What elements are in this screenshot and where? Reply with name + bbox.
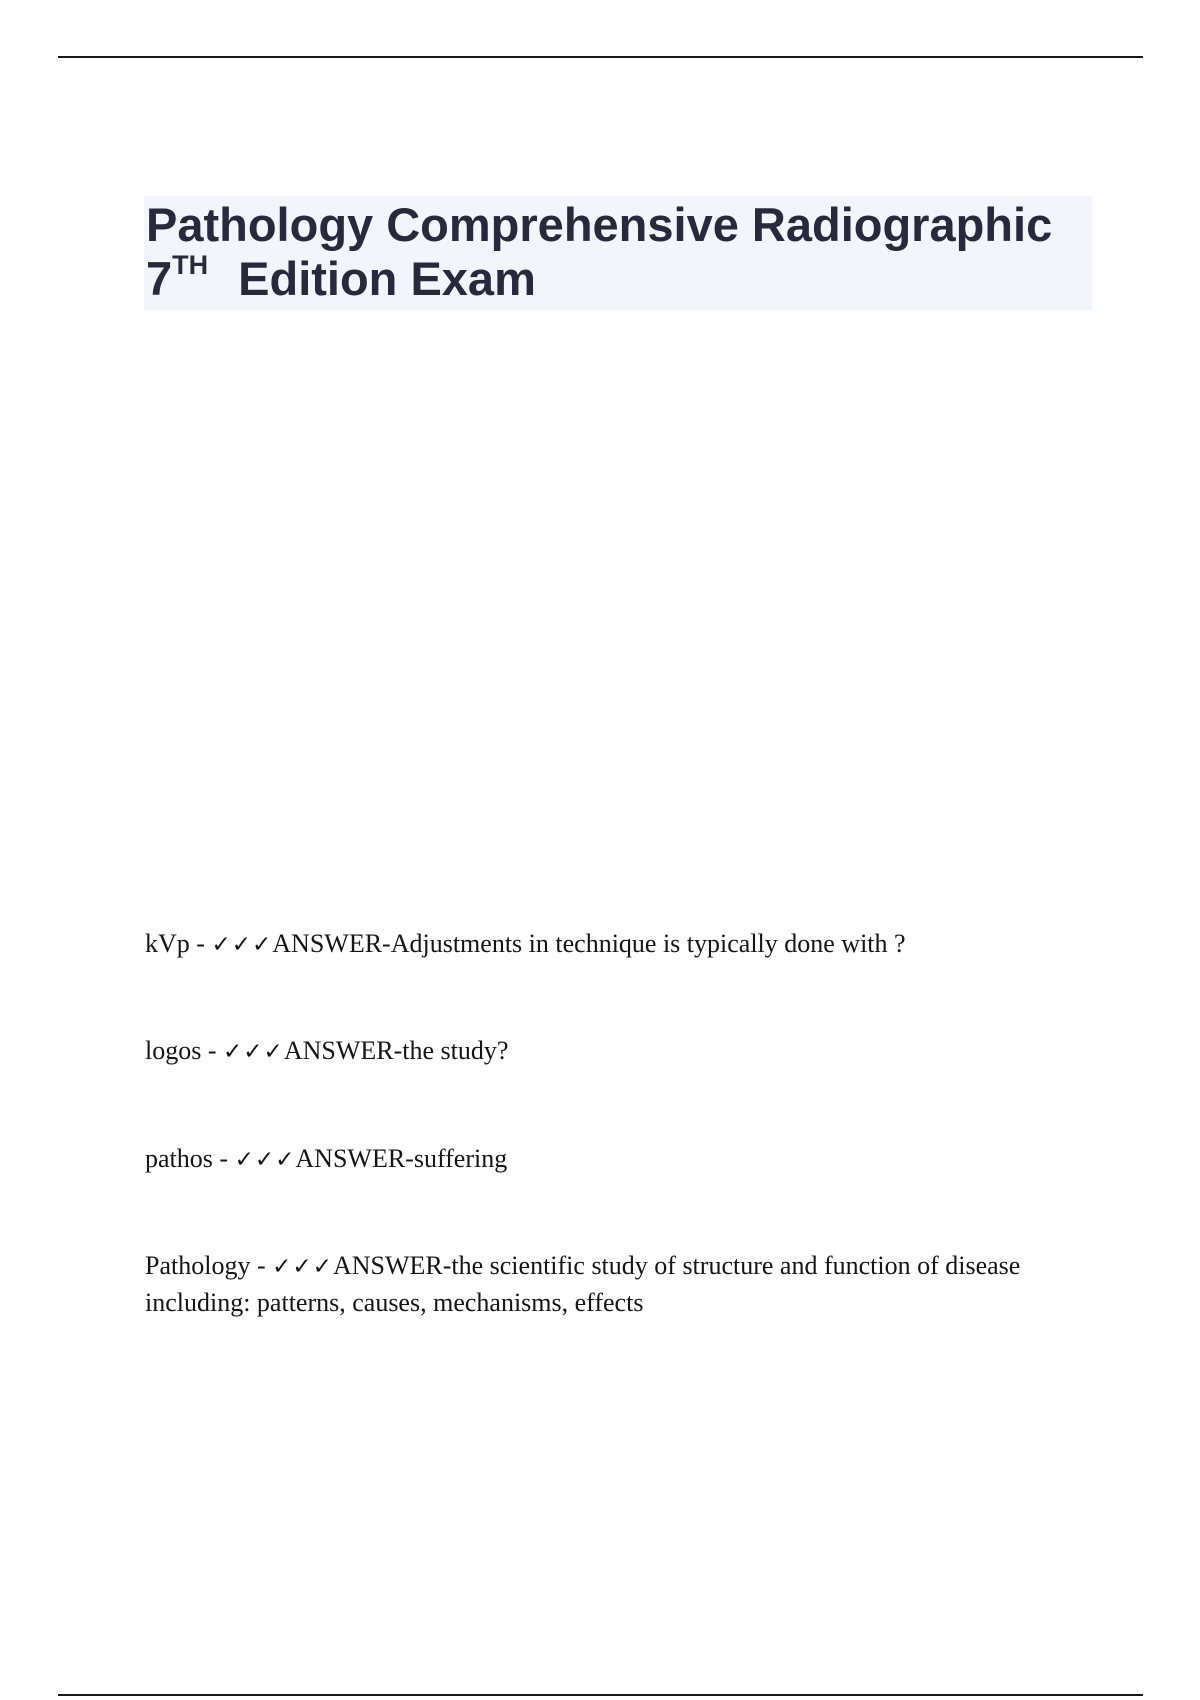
bottom-rule bbox=[58, 1694, 1143, 1696]
qa-term: pathos bbox=[145, 1144, 213, 1173]
qa-term: logos bbox=[145, 1036, 202, 1065]
check-marks-icon: ✓✓✓ bbox=[223, 1039, 284, 1065]
qa-separator: - bbox=[189, 929, 212, 958]
qa-answer: ANSWER-the study? bbox=[283, 1036, 509, 1065]
edition-number: 7 bbox=[146, 252, 173, 305]
check-marks-icon: ✓✓✓ bbox=[234, 1147, 296, 1173]
edition-text: Edition Exam bbox=[238, 252, 536, 305]
qa-item bbox=[145, 1141, 1045, 1178]
qa-separator: - bbox=[212, 1144, 235, 1173]
qa-separator: - bbox=[201, 1036, 224, 1065]
qa-separator: - bbox=[250, 1251, 273, 1280]
check-marks-icon: ✓✓✓ bbox=[272, 1254, 333, 1280]
qa-item bbox=[145, 926, 1045, 963]
document-title bbox=[144, 196, 1092, 310]
title-line-1: Pathology Comprehensive Radiographic bbox=[146, 198, 1053, 251]
qa-answer: ANSWER-suffering bbox=[295, 1144, 508, 1173]
check-marks-icon: ✓✓✓ bbox=[211, 932, 273, 958]
top-rule bbox=[58, 56, 1143, 58]
qa-item bbox=[145, 1248, 1045, 1321]
qa-term: kVp bbox=[145, 929, 190, 958]
qa-answer: ANSWER-the scientific study of structure and function of disease including: patterns, causes, mechanisms, effects bbox=[145, 1251, 1021, 1317]
edition-superscript: TH bbox=[172, 250, 209, 281]
title-line-2 bbox=[146, 252, 1090, 306]
qa-answer: ANSWER-Adjustments in technique is typically done with ? bbox=[272, 929, 906, 958]
qa-item bbox=[145, 1033, 1045, 1070]
qa-term: Pathology bbox=[145, 1251, 251, 1280]
